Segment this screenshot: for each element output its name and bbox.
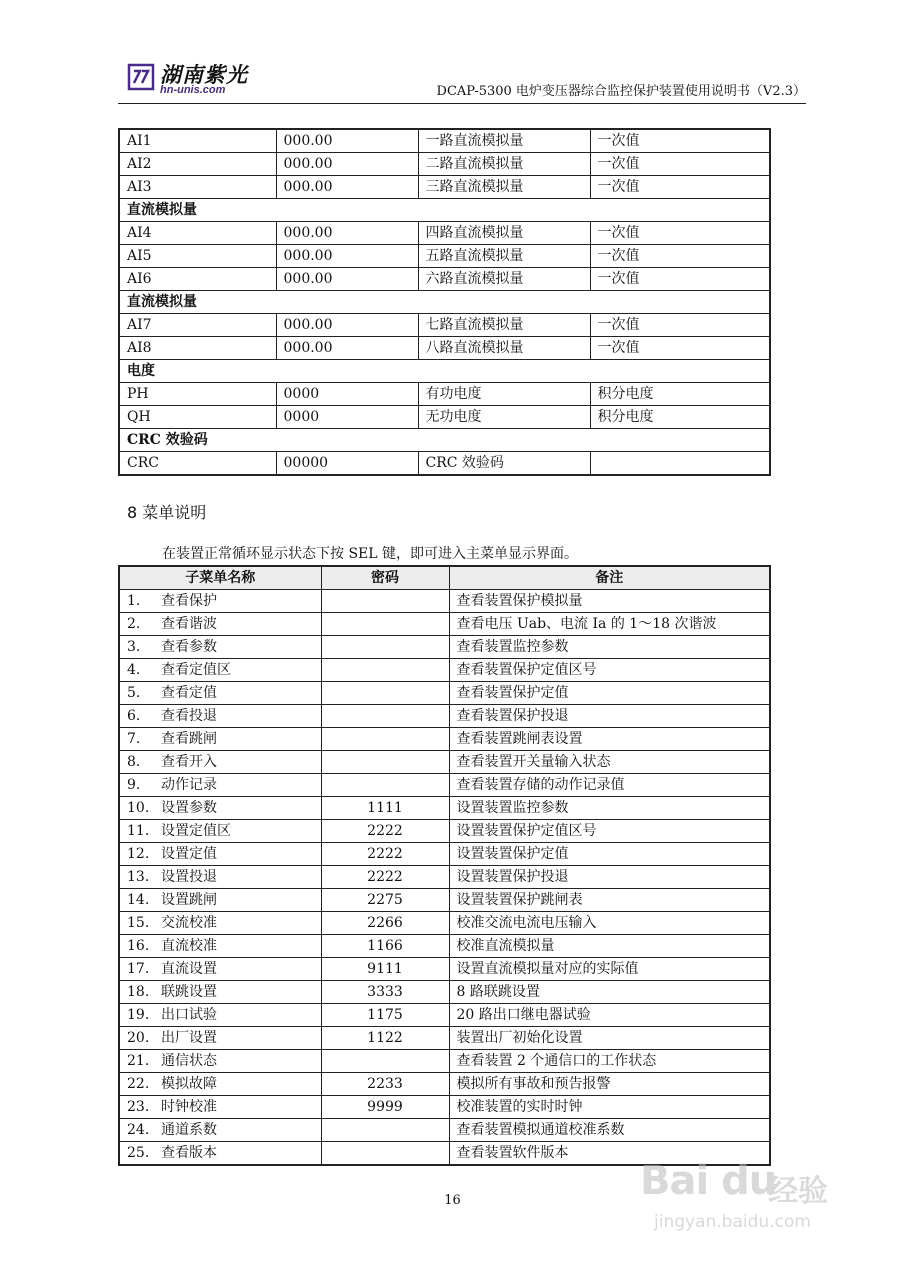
menu-number: 7. [127, 730, 141, 747]
menu-note: 查看装置保护定值区号 [449, 659, 770, 682]
menu-row [119, 774, 770, 797]
menu-name-cell [119, 636, 321, 659]
menu-row [119, 843, 770, 866]
menu-note: 查看装置存储的动作记录值 [449, 774, 770, 797]
menu-name-cell [119, 613, 321, 636]
menu-password [321, 1142, 449, 1166]
menu-password [321, 1050, 449, 1073]
menu-note: 设置装置保护跳闸表 [449, 889, 770, 912]
table-cell: 积分电度 [590, 383, 770, 406]
table-cell: 0000 [276, 406, 418, 429]
menu-password [321, 590, 449, 613]
menu-number: 23. [127, 1098, 150, 1115]
menu-number: 19. [127, 1006, 150, 1023]
menu-note: 查看装置保护模拟量 [449, 590, 770, 613]
table-cell: AI7 [119, 314, 276, 337]
table-row [119, 129, 770, 153]
menu-name: 查看保护 [161, 592, 217, 609]
menu-name-cell [119, 866, 321, 889]
menu-note: 校准直流模拟量 [449, 935, 770, 958]
menu-password: 1166 [321, 935, 449, 958]
menu-password: 1111 [321, 797, 449, 820]
table-cell: AI8 [119, 337, 276, 360]
menu-note: 模拟所有事故和预告报警 [449, 1073, 770, 1096]
menu-note: 查看装置跳闸表设置 [449, 728, 770, 751]
page-header [118, 55, 806, 104]
menu-row [119, 935, 770, 958]
menu-number: 13. [127, 868, 150, 885]
table-cell: 000.00 [276, 268, 418, 291]
baidu-jingyan-watermark [640, 1150, 870, 1260]
menu-name-cell [119, 935, 321, 958]
menu-row [119, 659, 770, 682]
table-cell: 二路直流模拟量 [418, 153, 590, 176]
menu-name-cell [119, 889, 321, 912]
table-cell: 七路直流模拟量 [418, 314, 590, 337]
menu-name: 查看版本 [161, 1144, 217, 1161]
menu-password [321, 1119, 449, 1142]
table-cell: CRC [119, 452, 276, 476]
logo-chinese-name: 湖南紫光 [160, 62, 248, 87]
menu-password: 9999 [321, 1096, 449, 1119]
menu-number: 10. [127, 799, 150, 816]
menu-password: 2222 [321, 866, 449, 889]
table-section-row [119, 429, 770, 452]
table-row [119, 406, 770, 429]
header-note: 备注 [449, 566, 770, 590]
menu-password: 1175 [321, 1004, 449, 1027]
menu-name: 交流校准 [161, 914, 217, 931]
menu-row [119, 751, 770, 774]
table-row [119, 222, 770, 245]
table-cell [590, 452, 770, 476]
table-cell: 一路直流模拟量 [418, 129, 590, 153]
table-cell: 00000 [276, 452, 418, 476]
menu-number: 1. [127, 592, 141, 609]
menu-name-cell [119, 843, 321, 866]
menu-note: 设置装置保护定值区号 [449, 820, 770, 843]
menu-row [119, 1119, 770, 1142]
menu-password [321, 774, 449, 797]
menu-name: 联跳设置 [161, 983, 217, 1000]
table-cell: 一次值 [590, 153, 770, 176]
table-row [119, 383, 770, 406]
menu-note: 设置直流模拟量对应的实际值 [449, 958, 770, 981]
watermark-cn: 经验 [768, 1174, 828, 1209]
table-cell: 积分电度 [590, 406, 770, 429]
table-cell: AI1 [119, 129, 276, 153]
menu-row [119, 636, 770, 659]
menu-name-cell [119, 958, 321, 981]
menu-name-cell [119, 1119, 321, 1142]
menu-note: 查看装置监控参数 [449, 636, 770, 659]
menu-password: 3333 [321, 981, 449, 1004]
menu-password [321, 636, 449, 659]
table-cell: 000.00 [276, 337, 418, 360]
table-row [119, 314, 770, 337]
menu-name: 动作记录 [161, 776, 217, 793]
section-label: 直流模拟量 [119, 291, 770, 314]
table-cell: 一次值 [590, 337, 770, 360]
menu-row [119, 1027, 770, 1050]
menu-note: 查看装置保护定值 [449, 682, 770, 705]
menu-table [118, 565, 771, 1166]
menu-number: 4. [127, 661, 141, 678]
menu-number: 16. [127, 937, 150, 954]
page-number: 16 [444, 1193, 461, 1208]
table-cell: 000.00 [276, 176, 418, 199]
menu-name-cell [119, 682, 321, 705]
menu-number: 24. [127, 1121, 150, 1138]
menu-name: 设置参数 [161, 799, 217, 816]
table-cell: AI6 [119, 268, 276, 291]
menu-row [119, 613, 770, 636]
table-cell: 一次值 [590, 268, 770, 291]
menu-row [119, 820, 770, 843]
menu-number: 18. [127, 983, 150, 1000]
menu-row [119, 797, 770, 820]
table-section-row [119, 360, 770, 383]
menu-note: 查看装置保护投退 [449, 705, 770, 728]
menu-password: 2222 [321, 820, 449, 843]
menu-number: 6. [127, 707, 141, 724]
menu-name-cell [119, 751, 321, 774]
menu-name: 查看投退 [161, 707, 217, 724]
table-cell: QH [119, 406, 276, 429]
table-cell: 0000 [276, 383, 418, 406]
menu-name-cell [119, 774, 321, 797]
menu-row [119, 705, 770, 728]
menu-password: 2275 [321, 889, 449, 912]
menu-number: 21. [127, 1052, 150, 1069]
section-label: 电度 [119, 360, 770, 383]
table-cell: CRC 效验码 [418, 452, 590, 476]
menu-password [321, 613, 449, 636]
menu-number: 2. [127, 615, 141, 632]
section-heading: 8 菜单说明 [127, 503, 207, 522]
watermark-brand: Bai du [640, 1158, 777, 1204]
menu-name: 设置投退 [161, 868, 217, 885]
menu-row [119, 1050, 770, 1073]
menu-name-cell [119, 1142, 321, 1166]
menu-note: 8 路联跳设置 [449, 981, 770, 1004]
menu-name-cell [119, 1050, 321, 1073]
menu-name: 查看参数 [161, 638, 217, 655]
menu-name-cell [119, 705, 321, 728]
parameter-table [118, 128, 771, 476]
menu-password [321, 682, 449, 705]
menu-number: 9. [127, 776, 141, 793]
menu-row [119, 728, 770, 751]
menu-name: 查看跳闸 [161, 730, 217, 747]
menu-row [119, 1096, 770, 1119]
logo-mark-icon [126, 62, 156, 92]
menu-number: 3. [127, 638, 141, 655]
table-row [119, 337, 770, 360]
menu-name: 出厂设置 [161, 1029, 217, 1046]
menu-row [119, 590, 770, 613]
table-cell: AI4 [119, 222, 276, 245]
menu-name: 查看定值区 [161, 661, 231, 678]
menu-number: 15. [127, 914, 150, 931]
table-cell: 000.00 [276, 245, 418, 268]
table-cell: 一次值 [590, 314, 770, 337]
menu-number: 12. [127, 845, 150, 862]
menu-note: 校准交流电流电压输入 [449, 912, 770, 935]
menu-row [119, 866, 770, 889]
menu-row [119, 889, 770, 912]
menu-name-cell [119, 1004, 321, 1027]
menu-name: 通信状态 [161, 1052, 217, 1069]
header-menu-name: 子菜单名称 [119, 566, 321, 590]
table-cell: AI2 [119, 153, 276, 176]
table-cell: 有功电度 [418, 383, 590, 406]
menu-password [321, 659, 449, 682]
menu-number: 17. [127, 960, 150, 977]
menu-password [321, 751, 449, 774]
menu-password: 9111 [321, 958, 449, 981]
company-logo [126, 62, 251, 102]
table-cell: 四路直流模拟量 [418, 222, 590, 245]
watermark-url: jingyan.baidu.com [654, 1212, 811, 1232]
menu-password [321, 705, 449, 728]
menu-number: 8. [127, 753, 141, 770]
table-row [119, 153, 770, 176]
menu-name-cell [119, 659, 321, 682]
menu-name-cell [119, 728, 321, 751]
menu-row [119, 981, 770, 1004]
menu-name-cell [119, 1096, 321, 1119]
menu-note: 查看装置软件版本 [449, 1142, 770, 1166]
table-cell: 无功电度 [418, 406, 590, 429]
menu-note: 设置装置保护定值 [449, 843, 770, 866]
menu-name: 出口试验 [161, 1006, 217, 1023]
menu-name-cell [119, 981, 321, 1004]
table-cell: 000.00 [276, 153, 418, 176]
table-section-row [119, 199, 770, 222]
table-cell: AI5 [119, 245, 276, 268]
menu-note: 20 路出口继电器试验 [449, 1004, 770, 1027]
menu-table-header-row [119, 566, 770, 590]
menu-password: 1122 [321, 1027, 449, 1050]
table-row [119, 245, 770, 268]
section-label: 直流模拟量 [119, 199, 770, 222]
menu-note: 查看电压 Uab、电流 Ia 的 1～18 次谐波 [449, 613, 770, 636]
table-cell: PH [119, 383, 276, 406]
menu-number: 22. [127, 1075, 150, 1092]
menu-note: 查看装置模拟通道校准系数 [449, 1119, 770, 1142]
table-cell: 000.00 [276, 314, 418, 337]
menu-note: 设置装置保护投退 [449, 866, 770, 889]
menu-row [119, 958, 770, 981]
menu-name-cell [119, 1027, 321, 1050]
menu-password: 2266 [321, 912, 449, 935]
menu-row [119, 1073, 770, 1096]
table-cell: 三路直流模拟量 [418, 176, 590, 199]
logo-domain: hn-unis.com [160, 84, 226, 96]
menu-name: 设置定值 [161, 845, 217, 862]
menu-row [119, 682, 770, 705]
menu-number: 11. [127, 822, 150, 839]
menu-password: 2222 [321, 843, 449, 866]
menu-name-cell [119, 912, 321, 935]
menu-note: 装置出厂初始化设置 [449, 1027, 770, 1050]
menu-password [321, 728, 449, 751]
menu-name: 设置跳闸 [161, 891, 217, 908]
menu-name: 通道系数 [161, 1121, 217, 1138]
table-row [119, 176, 770, 199]
menu-number: 20. [127, 1029, 150, 1046]
menu-number: 25. [127, 1144, 150, 1161]
intro-paragraph: 在装置正常循环显示状态下按 SEL 键，即可进入主菜单显示界面。 [162, 546, 579, 562]
menu-note: 校准装置的实时时钟 [449, 1096, 770, 1119]
table-row [119, 268, 770, 291]
table-cell: 一次值 [590, 129, 770, 153]
menu-name: 查看定值 [161, 684, 217, 701]
table-cell: 一次值 [590, 222, 770, 245]
table-cell: AI3 [119, 176, 276, 199]
menu-name: 模拟故障 [161, 1075, 217, 1092]
menu-name: 设置定值区 [161, 822, 231, 839]
table-cell: 五路直流模拟量 [418, 245, 590, 268]
menu-note: 查看装置 2 个通信口的工作状态 [449, 1050, 770, 1073]
menu-password: 2233 [321, 1073, 449, 1096]
table-cell: 六路直流模拟量 [418, 268, 590, 291]
menu-note: 设置装置监控参数 [449, 797, 770, 820]
menu-name: 查看谐波 [161, 615, 217, 632]
menu-name-cell [119, 590, 321, 613]
table-section-row [119, 291, 770, 314]
table-row [119, 452, 770, 476]
table-cell: 000.00 [276, 129, 418, 153]
menu-name-cell [119, 797, 321, 820]
table-cell: 000.00 [276, 222, 418, 245]
menu-name: 查看开入 [161, 753, 217, 770]
menu-name-cell [119, 1073, 321, 1096]
document-title: DCAP-5300 电炉变压器综合监控保护装置使用说明书（V2.3） [436, 84, 806, 99]
menu-name: 时钟校准 [161, 1098, 217, 1115]
table-cell: 一次值 [590, 176, 770, 199]
menu-row [119, 1004, 770, 1027]
menu-number: 14. [127, 891, 150, 908]
menu-name-cell [119, 820, 321, 843]
header-password: 密码 [321, 566, 449, 590]
table-cell: 八路直流模拟量 [418, 337, 590, 360]
menu-name: 直流校准 [161, 937, 217, 954]
menu-note: 查看装置开关量输入状态 [449, 751, 770, 774]
section-label: CRC 效验码 [119, 429, 770, 452]
menu-name: 直流设置 [161, 960, 217, 977]
menu-row [119, 912, 770, 935]
table-cell: 一次值 [590, 245, 770, 268]
menu-number: 5. [127, 684, 141, 701]
